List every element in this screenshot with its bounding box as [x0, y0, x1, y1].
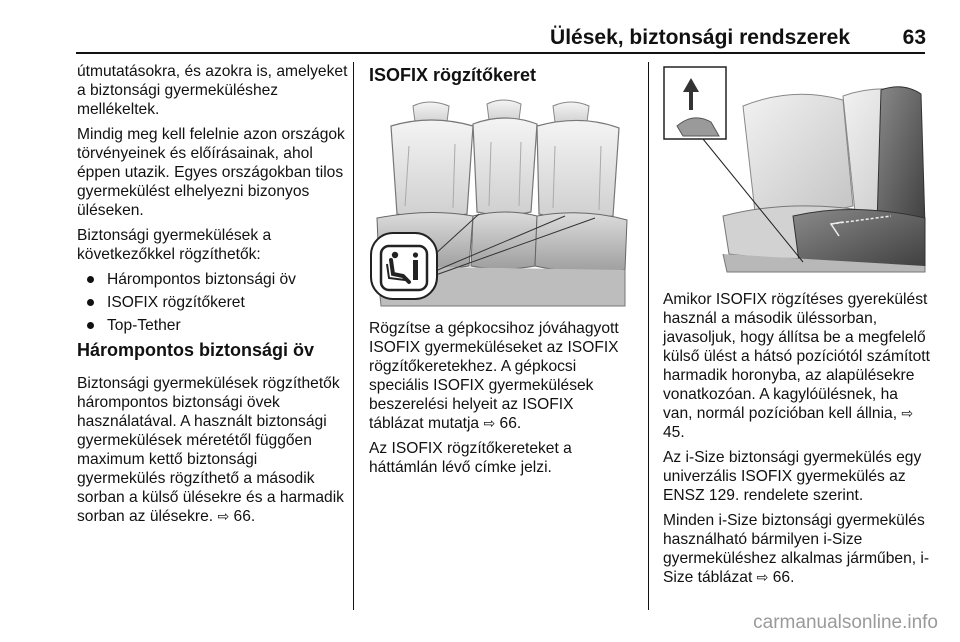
- paragraph: Az ISOFIX rögzítőkereteket a háttámlán lévő címke jelzi.: [369, 440, 572, 476]
- list-item: Top-Tether: [77, 316, 349, 335]
- column-1: [77, 62, 349, 532]
- column-2-text: [369, 319, 631, 483]
- page-number: 63: [902, 26, 926, 49]
- watermark: carmanualsonline.info: [753, 612, 938, 633]
- list-item: ISOFIX rögzítőkeret: [77, 293, 349, 312]
- paragraph: Az i-Size biztonsági gyermekülés egy univerzális ISOFIX gyermekülés az ENSZ 129. rendelete szerint.: [663, 449, 922, 504]
- column-divider-1: [353, 62, 354, 610]
- page-reference-link[interactable]: 66.: [233, 508, 256, 525]
- paragraph: útmutatásokra, és azokra is, amelyeket a biztonsági gyermeküléshez mellékeltek.: [77, 63, 348, 118]
- isofix-seats-illustration: [369, 96, 631, 308]
- paragraph: Biztonsági gyermekülések a következőkkel rögzíthetők:: [77, 227, 272, 263]
- paragraph: Mindig meg kell felelnie azon országok törvényeinek és előírásainak, ahol éppen utazik. Egyes országokban tilos gyermekülést elhelyezni bizonyos üléseken.: [77, 126, 345, 219]
- paragraph: Rögzítse a gépkocsihoz jóváhagyott ISOFIX gyermeküléseket az ISOFIX rögzítőkeretekhez. A gépkocsi speciális ISOFIX gyermekülések beszerelési helyeit az ISOFIX táblázat mutatja ⇨ 66.: [369, 320, 619, 432]
- paragraph: Amikor ISOFIX rögzítéses gyerekülést használ a második üléssorban, javasoljuk, hogy állítsa be a megfelelő külső ülést a hátsó pozíciótól számított harmadik horonyba, az alapülésekre vonatkozóan. A kagylóülésnek, ha van, normál pozícióban kell állnia, ⇨ 45.: [663, 291, 930, 441]
- page-reference-icon[interactable]: ⇨: [483, 415, 496, 431]
- header-divider: [76, 52, 925, 54]
- page-reference-link[interactable]: 66.: [499, 415, 522, 432]
- column-3-text: [663, 290, 931, 593]
- page-reference-link[interactable]: 66.: [772, 569, 795, 586]
- page-title: Ülések, biztonsági rendszerek: [550, 26, 850, 49]
- page-reference-icon[interactable]: ⇨: [217, 508, 230, 524]
- list-item: Hárompontos biztonsági öv: [77, 270, 349, 289]
- seat-adjustment-illustration: [663, 66, 927, 274]
- paragraph: Biztonsági gyermekülések rögzíthetők hárompontos biztonsági övek használatával. A használt biztonsági gyermekülések méretétől függően maximum kettő biztonsági gyermekülés rögzíthető a második sorban a külső ülésekre és a harmadik sorban az ülésekre. ⇨ 66.: [77, 375, 344, 525]
- section-heading: Hárompontos biztonsági öv: [77, 340, 315, 360]
- paragraph: Minden i-Size biztonsági gyermekülés használható bármilyen i-Size gyermeküléshez alkalmas járműben, i-Size táblázat ⇨ 66.: [663, 512, 930, 586]
- section-heading: ISOFIX rögzítőkeret: [369, 65, 537, 85]
- page-reference-link[interactable]: 45.: [663, 424, 685, 441]
- page-reference-icon[interactable]: ⇨: [756, 569, 769, 585]
- column-divider-2: [648, 62, 649, 610]
- page-reference-icon[interactable]: ⇨: [901, 405, 914, 421]
- column-2: [369, 62, 631, 91]
- bullet-list: [77, 270, 349, 335]
